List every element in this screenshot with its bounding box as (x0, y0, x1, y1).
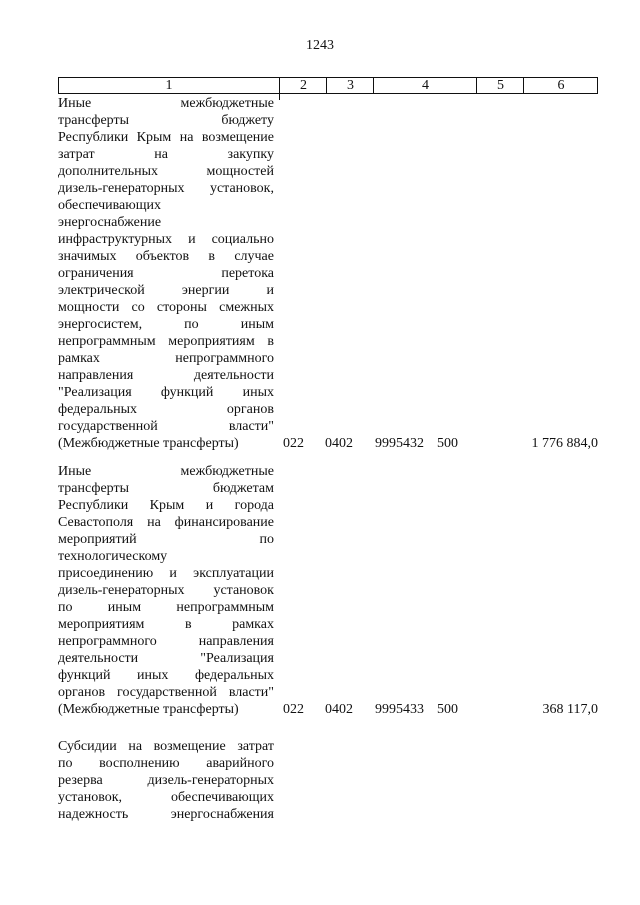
header-col-1: 1 (165, 78, 173, 93)
description-line: федеральных органов (58, 402, 274, 417)
header-col-5: 5 (476, 78, 524, 93)
row-description (58, 463, 274, 718)
description-line: дизель-генераторных установок, (58, 181, 274, 196)
ministry-code: 022 (283, 702, 304, 717)
description-line: мероприятий по (58, 532, 274, 547)
description-line: по восполнению аварийного (58, 756, 274, 771)
description-line: "Реализация функций иных (58, 385, 274, 400)
description-line: дизель-генераторных установок (58, 583, 274, 598)
description-line: значимых объектов в случае (58, 249, 274, 264)
description-line: мероприятиям в рамках (58, 617, 274, 632)
description-line: энергоснабжение (58, 215, 162, 230)
description-line: непрограммным мероприятиям в (58, 334, 274, 349)
target-code: 9995433 (375, 702, 424, 717)
description-line: обеспечивающих (58, 198, 161, 213)
expense-type-code: 500 (437, 436, 458, 451)
header-col-3: 3 (326, 78, 374, 93)
description-line: мощности со стороны смежных (58, 300, 274, 315)
description-line: функций иных федеральных (58, 668, 274, 683)
amount: 1 776 884,0 (531, 436, 598, 451)
description-line: присоединению и эксплуатации (58, 566, 274, 581)
description-line: надежность энергоснабжения (58, 807, 274, 822)
description-line: технологическому (58, 549, 168, 564)
description-line: инфраструктурных и социально (58, 232, 274, 247)
description-line: государственной власти" (58, 419, 274, 434)
description-line: направления деятельности (58, 368, 274, 383)
description-line: трансферты бюджетам (58, 481, 274, 496)
page-number: 1243 (306, 38, 334, 53)
description-line: резерва дизель-генераторных (58, 773, 274, 788)
section-code: 0402 (325, 702, 353, 717)
amount: 368 117,0 (542, 702, 598, 717)
ministry-code: 022 (283, 436, 304, 451)
description-line: по иным непрограммным (58, 600, 274, 615)
description-line: органов государственной власти" (58, 685, 274, 700)
description-line: непрограммного направления (58, 634, 274, 649)
description-line: Субсидии на возмещение затрат (58, 739, 274, 754)
description-line: установок, обеспечивающих (58, 790, 274, 805)
description-line: Республики Крым и города (58, 498, 274, 513)
description-line: (Межбюджетные трансферты) (58, 702, 239, 717)
header-col-4: 4 (373, 78, 477, 93)
description-line: Севастополя на финансирование (58, 515, 274, 530)
table-header-row (58, 77, 598, 94)
header-col-2: 2 (279, 78, 327, 93)
description-line: Иные межбюджетные (58, 96, 274, 111)
description-line: ограничения перетока (58, 266, 274, 281)
row-description (58, 738, 274, 823)
description-line: Иные межбюджетные (58, 464, 274, 479)
description-line: деятельности "Реализация (58, 651, 274, 666)
section-code: 0402 (325, 436, 353, 451)
description-line: электрической энергии и (58, 283, 274, 298)
description-line: трансферты бюджету (58, 113, 274, 128)
description-line: энергосистем, по иным (58, 317, 274, 332)
description-line: Республики Крым на возмещение (58, 130, 274, 145)
row-description (58, 95, 274, 452)
description-line: рамках непрограммного (58, 351, 274, 366)
description-line: (Межбюджетные трансферты) (58, 436, 239, 451)
header-col-6: 6 (523, 78, 598, 93)
description-line: дополнительных мощностей (58, 164, 274, 179)
expense-type-code: 500 (437, 702, 458, 717)
column-divider (279, 94, 280, 100)
description-line: затрат на закупку (58, 147, 274, 162)
target-code: 9995432 (375, 436, 424, 451)
